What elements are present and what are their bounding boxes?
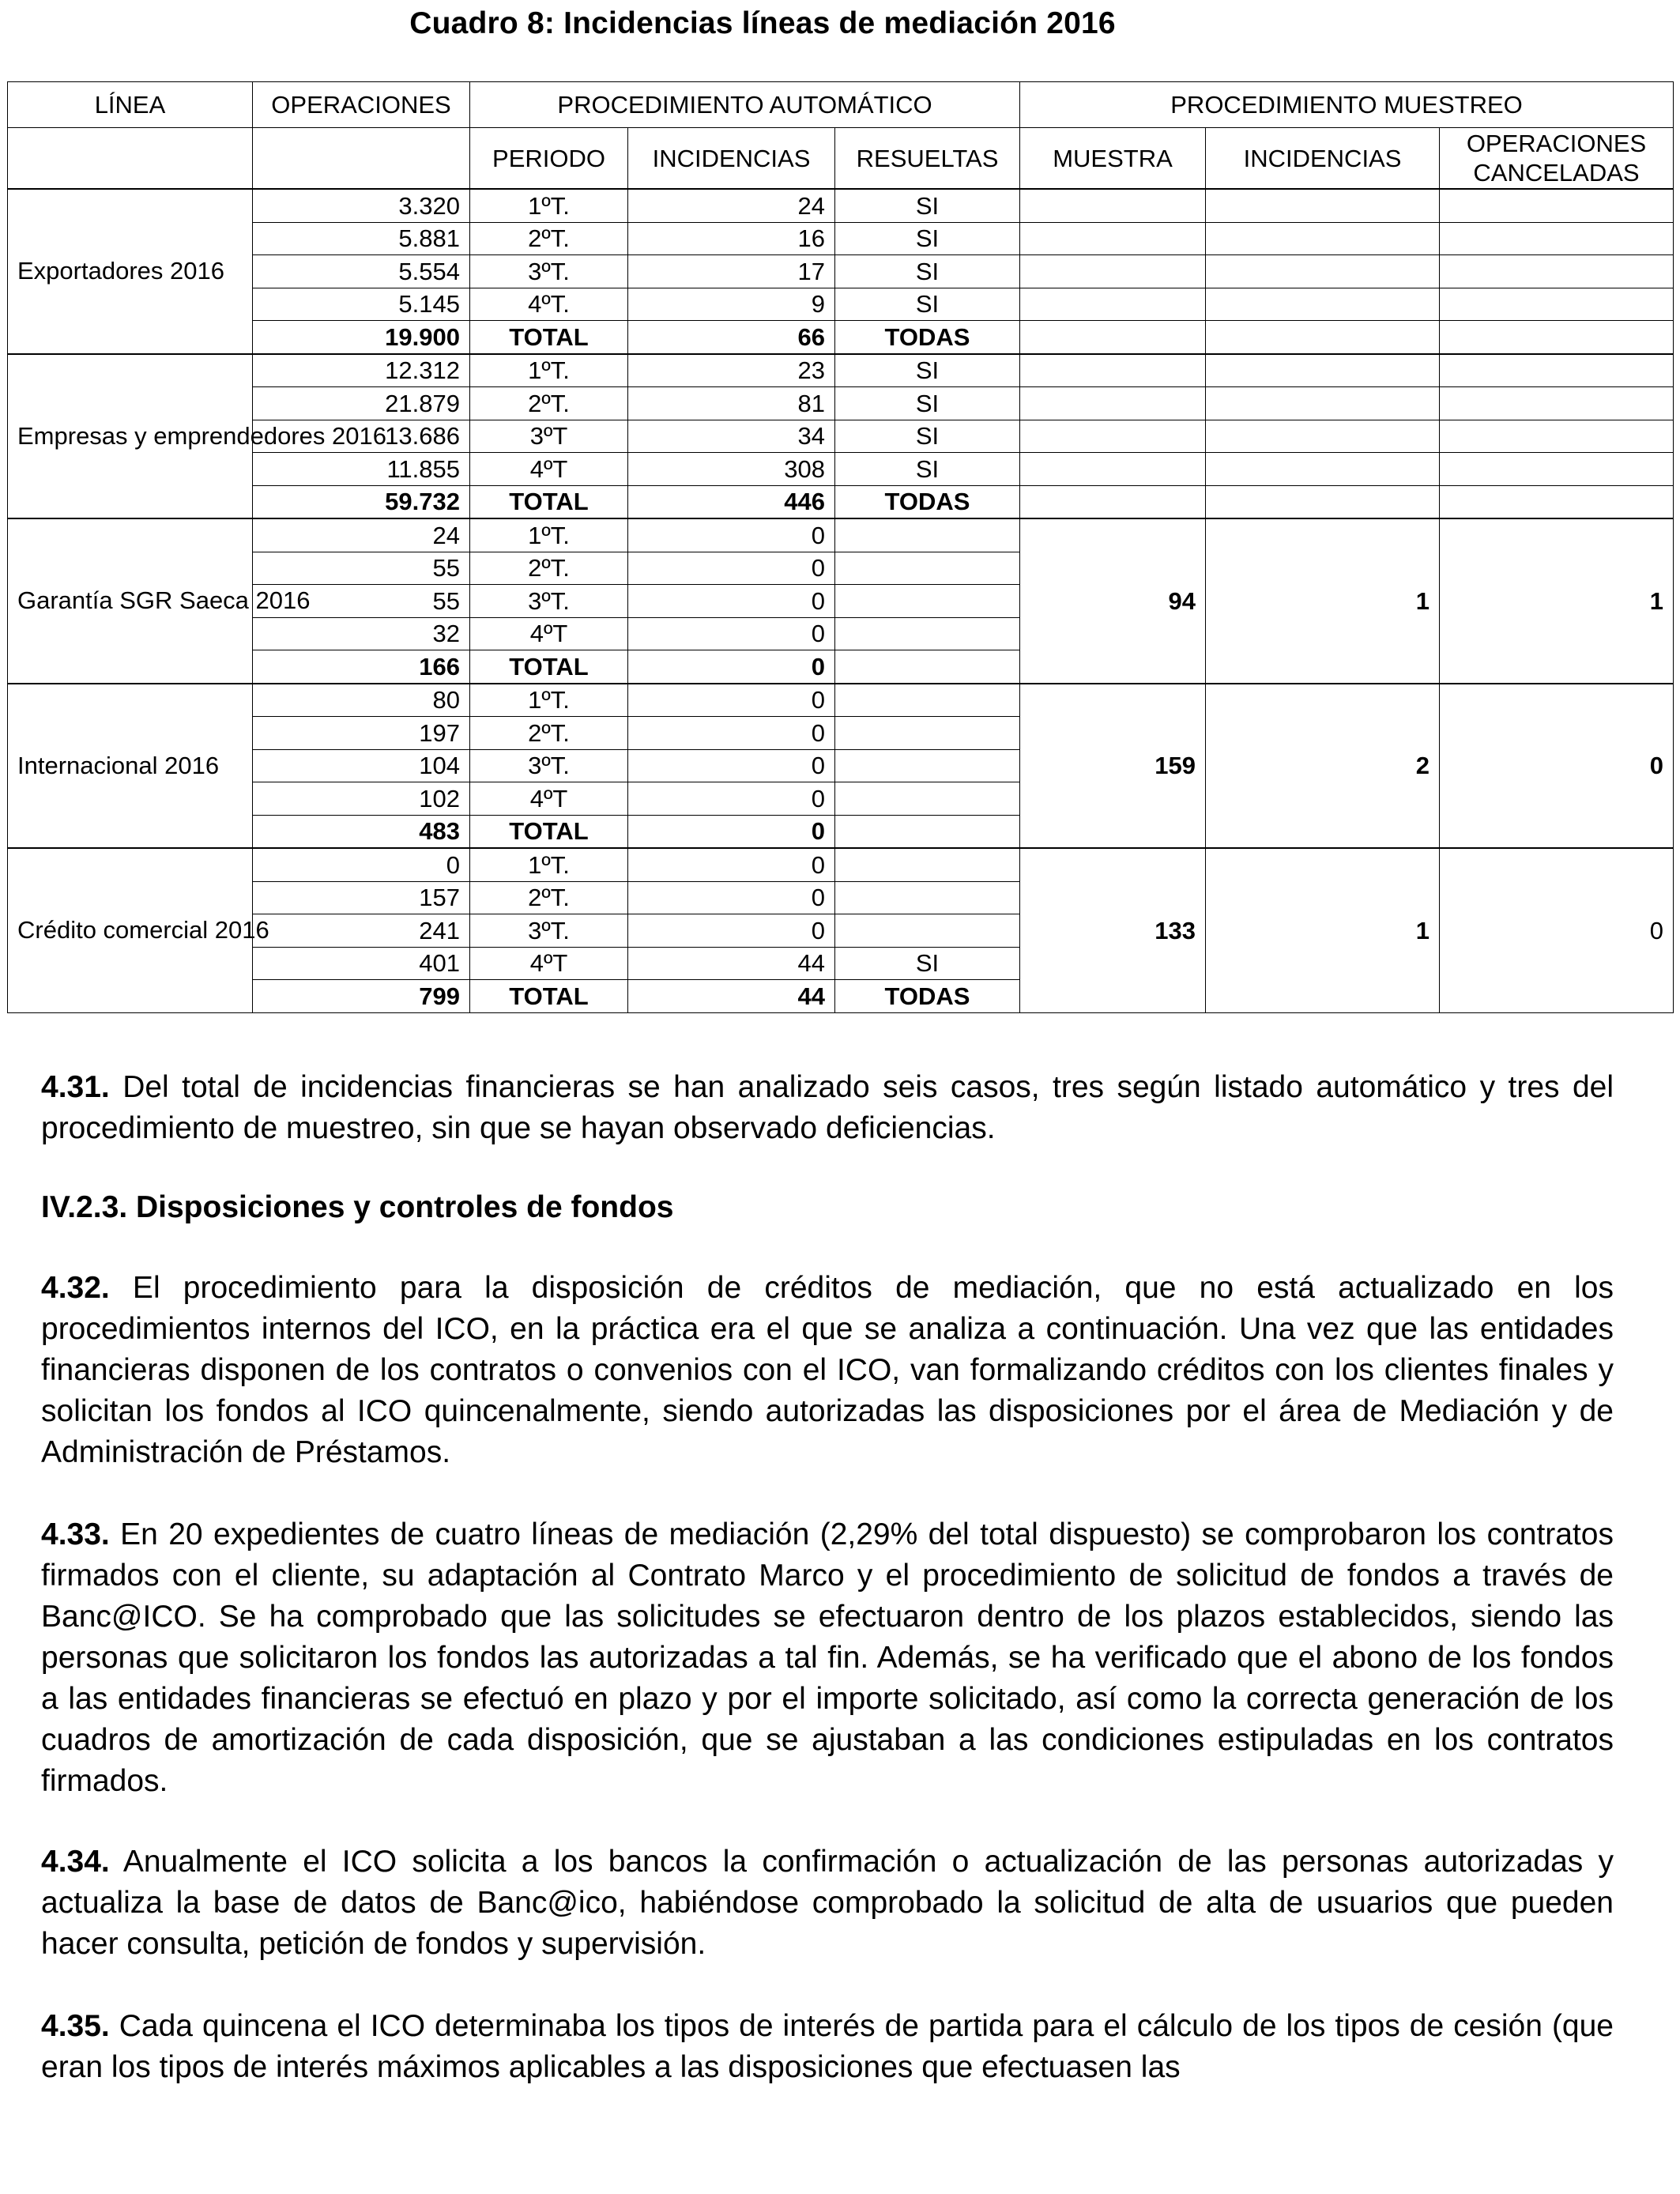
- periodo-cell: 4ºT.: [470, 288, 628, 321]
- resueltas-cell: TODAS: [835, 980, 1020, 1013]
- incidencias-cell: 0: [628, 518, 835, 552]
- operaciones-cell: 32: [253, 617, 470, 650]
- periodo-cell: 2ºT.: [470, 881, 628, 914]
- table-body: [8, 189, 1674, 1012]
- muestra-cell: [1020, 288, 1206, 321]
- table-row: [8, 518, 1674, 552]
- muestra-cell: 133: [1020, 848, 1206, 1012]
- header-canceladas-line2: CANCELADAS: [1473, 159, 1640, 187]
- incidencias-cell: 0: [628, 749, 835, 782]
- resueltas-cell: SI: [835, 947, 1020, 980]
- periodo-cell: 1ºT.: [470, 189, 628, 222]
- operaciones-cell: 102: [253, 782, 470, 816]
- incidencias-muestreo-cell: 1: [1206, 848, 1440, 1012]
- table-row: [8, 684, 1674, 717]
- linea-label: Garantía SGR Saeca 2016: [8, 518, 253, 684]
- incidencias-cell: 0: [628, 914, 835, 948]
- section-heading-iv-2-3: IV.2.3. Disposiciones y controles de fondos: [41, 1190, 674, 1224]
- resueltas-cell: [835, 684, 1020, 717]
- header-blank-2: [253, 128, 470, 190]
- operaciones-cell: 80: [253, 684, 470, 717]
- resueltas-cell: [835, 881, 1020, 914]
- resueltas-cell: [835, 552, 1020, 585]
- muestra-cell: 159: [1020, 684, 1206, 849]
- operaciones-cell: 104: [253, 749, 470, 782]
- header-blank-1: [8, 128, 253, 190]
- header-canceladas-line1: OPERACIONES: [1466, 130, 1647, 157]
- table-title: Cuadro 8: Incidencias líneas de mediación 2016: [409, 6, 1116, 40]
- periodo-cell: 3ºT.: [470, 749, 628, 782]
- resueltas-cell: [835, 914, 1020, 948]
- linea-label: Crédito comercial 2016: [8, 848, 253, 1012]
- paragraph-text: El procedimiento para la disposición de créditos de mediación, que no está actualizado en los procedimientos internos del ICO, en la práctica era el que se analiza a continuación. Una vez que las entidades financieras disponen de los contratos o convenios con el ICO, van formalizando créditos con los clientes finales y solicitan los fondos al ICO quincenalmente, siendo autorizadas las disposiciones por el área de Mediación y de Administración de Préstamos.: [41, 1271, 1614, 1469]
- incidencias-muestreo-cell: [1206, 485, 1440, 518]
- muestra-cell: [1020, 453, 1206, 486]
- muestra-cell: [1020, 485, 1206, 518]
- incidencias-cell: 23: [628, 354, 835, 387]
- resueltas-cell: SI: [835, 288, 1020, 321]
- periodo-cell: 3ºT.: [470, 914, 628, 948]
- paragraph-number: 4.34.: [41, 1845, 110, 1879]
- paragraph-text: En 20 expedientes de cuatro líneas de mediación (2,29% del total dispuesto) se comprobaron los contratos firmados con el cliente, su adaptación al Contrato Marco y el procedimiento de solicitud de fondos a través de Banc@ICO. Se ha comprobado que las solicitudes se efectuaron dentro de los plazos establecidos, siendo las personas que solicitaron los fondos las autorizadas a tal fin. Además, se ha verificado que el abono de los fondos a las entidades financieras se efectuó en plazo y por el importe solicitado, así como la correcta generación de los cuadros de amortización de cada disposición, que se ajustaban a las condiciones estipuladas en los contratos firmados.: [41, 1517, 1614, 1798]
- table-row: [8, 453, 1674, 486]
- table-row: [8, 354, 1674, 387]
- resueltas-cell: [835, 518, 1020, 552]
- paragraph-4-34: [41, 1842, 1614, 1965]
- operaciones-cell: 241: [253, 914, 470, 948]
- header-operaciones: OPERACIONES: [253, 82, 470, 128]
- paragraph-number: 4.33.: [41, 1517, 110, 1551]
- muestra-cell: [1020, 420, 1206, 453]
- incidencias-cell: 0: [628, 717, 835, 750]
- header-operaciones-canceladas: [1440, 128, 1674, 190]
- operaciones-canceladas-cell: [1440, 420, 1674, 453]
- incidencias-cell: 17: [628, 255, 835, 288]
- paragraph-4-33: [41, 1514, 1614, 1802]
- incidencias-cell: 0: [628, 684, 835, 717]
- operaciones-canceladas-cell: [1440, 485, 1674, 518]
- resueltas-cell: SI: [835, 453, 1020, 486]
- incidencias-cell: 0: [628, 782, 835, 816]
- incidencias-muestreo-cell: [1206, 453, 1440, 486]
- periodo-cell: 2ºT.: [470, 552, 628, 585]
- paragraph-number: 4.31.: [41, 1070, 110, 1104]
- resueltas-cell: TODAS: [835, 485, 1020, 518]
- operaciones-canceladas-cell: [1440, 453, 1674, 486]
- incidencias-muestreo-cell: [1206, 288, 1440, 321]
- periodo-cell: 2ºT.: [470, 387, 628, 420]
- header-linea: LÍNEA: [8, 82, 253, 128]
- operaciones-cell: 0: [253, 848, 470, 881]
- table-row: [8, 387, 1674, 420]
- muestra-cell: [1020, 189, 1206, 222]
- operaciones-cell: 12.312: [253, 354, 470, 387]
- resueltas-cell: [835, 782, 1020, 816]
- periodo-cell: TOTAL: [470, 485, 628, 518]
- operaciones-cell: 799: [253, 980, 470, 1013]
- operaciones-cell: 59.732: [253, 485, 470, 518]
- periodo-cell: TOTAL: [470, 980, 628, 1013]
- periodo-cell: 1ºT.: [470, 848, 628, 881]
- incidencias-cell: 0: [628, 815, 835, 848]
- muestra-cell: 94: [1020, 518, 1206, 684]
- operaciones-canceladas-cell: [1440, 387, 1674, 420]
- paragraph-number: 4.35.: [41, 2009, 110, 2043]
- incidencias-cell: 24: [628, 189, 835, 222]
- paragraph-text: Cada quincena el ICO determinaba los tipos de interés de partida para el cálculo de los tipos de cesión (que eran los tipos de interés máximos aplicables a las disposiciones que efectuasen las: [41, 2009, 1614, 2084]
- incidencias-muestreo-cell: [1206, 255, 1440, 288]
- resueltas-cell: SI: [835, 189, 1020, 222]
- operaciones-cell: 157: [253, 881, 470, 914]
- muestra-cell: [1020, 321, 1206, 354]
- incidencias-cell: 0: [628, 552, 835, 585]
- operaciones-cell: 19.900: [253, 321, 470, 354]
- incidencias-cell: 0: [628, 848, 835, 881]
- incidencias-muestreo-cell: [1206, 222, 1440, 255]
- resueltas-cell: TODAS: [835, 321, 1020, 354]
- incidencias-cell: 16: [628, 222, 835, 255]
- operaciones-cell: 166: [253, 650, 470, 684]
- incidencias-cell: 66: [628, 321, 835, 354]
- operaciones-cell: 3.320: [253, 189, 470, 222]
- resueltas-cell: SI: [835, 255, 1020, 288]
- periodo-cell: 2ºT.: [470, 717, 628, 750]
- muestra-cell: [1020, 255, 1206, 288]
- muestra-cell: [1020, 354, 1206, 387]
- paragraph-number: 4.32.: [41, 1271, 110, 1305]
- paragraph-4-35: [41, 2006, 1614, 2088]
- resueltas-cell: SI: [835, 354, 1020, 387]
- incidencias-muestreo-cell: [1206, 387, 1440, 420]
- periodo-cell: 4ºT: [470, 782, 628, 816]
- incidencias-cell: 0: [628, 585, 835, 618]
- paragraph-text: Anualmente el ICO solicita a los bancos la confirmación o actualización de las personas autorizadas y actualiza la base de datos de Banc@ico, habiéndose comprobado la solicitud de alta de usuarios que pueden hacer consulta, petición de fondos y supervisión.: [41, 1845, 1614, 1961]
- linea-label: Exportadores 2016: [8, 189, 253, 354]
- incidencias-cell: 44: [628, 980, 835, 1013]
- operaciones-canceladas-cell: [1440, 222, 1674, 255]
- table-row: [8, 848, 1674, 881]
- resueltas-cell: SI: [835, 387, 1020, 420]
- operaciones-cell: 24: [253, 518, 470, 552]
- operaciones-cell: 401: [253, 947, 470, 980]
- resueltas-cell: [835, 749, 1020, 782]
- operaciones-canceladas-cell: [1440, 189, 1674, 222]
- resueltas-cell: [835, 815, 1020, 848]
- operaciones-cell: 5.881: [253, 222, 470, 255]
- paragraph-text: Del total de incidencias financieras se han analizado seis casos, tres según listado automático y tres del procedimiento de muestreo, sin que se hayan observado deficiencias.: [41, 1070, 1614, 1145]
- incidencias-table: [7, 81, 1674, 1013]
- incidencias-cell: 308: [628, 453, 835, 486]
- periodo-cell: 3ºT.: [470, 255, 628, 288]
- periodo-cell: 1ºT.: [470, 684, 628, 717]
- muestra-cell: [1020, 222, 1206, 255]
- incidencias-cell: 81: [628, 387, 835, 420]
- resueltas-cell: SI: [835, 420, 1020, 453]
- table-total-row: [8, 321, 1674, 354]
- header-periodo: PERIODO: [470, 128, 628, 190]
- periodo-cell: 4ºT: [470, 453, 628, 486]
- incidencias-muestreo-cell: [1206, 420, 1440, 453]
- periodo-cell: TOTAL: [470, 815, 628, 848]
- paragraph-4-31: [41, 1067, 1614, 1149]
- incidencias-muestreo-cell: [1206, 354, 1440, 387]
- incidencias-cell: 0: [628, 617, 835, 650]
- operaciones-canceladas-cell: 1: [1440, 518, 1674, 684]
- operaciones-cell: 55: [253, 552, 470, 585]
- table-row: [8, 255, 1674, 288]
- table-row: [8, 222, 1674, 255]
- resueltas-cell: SI: [835, 222, 1020, 255]
- periodo-cell: 1ºT.: [470, 354, 628, 387]
- muestra-cell: [1020, 387, 1206, 420]
- operaciones-cell: 11.855: [253, 453, 470, 486]
- incidencias-muestreo-cell: [1206, 321, 1440, 354]
- operaciones-cell: 55: [253, 585, 470, 618]
- incidencias-muestreo-cell: [1206, 189, 1440, 222]
- paragraph-4-32: [41, 1268, 1614, 1473]
- periodo-cell: 3ºT: [470, 420, 628, 453]
- header-muestra: MUESTRA: [1020, 128, 1206, 190]
- periodo-cell: TOTAL: [470, 650, 628, 684]
- operaciones-canceladas-cell: 0: [1440, 848, 1674, 1012]
- table-total-row: [8, 485, 1674, 518]
- periodo-cell: 4ºT: [470, 617, 628, 650]
- incidencias-cell: 0: [628, 881, 835, 914]
- resueltas-cell: [835, 848, 1020, 881]
- operaciones-cell: 13.686: [253, 420, 470, 453]
- operaciones-cell: 483: [253, 815, 470, 848]
- periodo-cell: TOTAL: [470, 321, 628, 354]
- operaciones-cell: 197: [253, 717, 470, 750]
- incidencias-muestreo-cell: 2: [1206, 684, 1440, 849]
- linea-label: Empresas y emprendedores 2016: [8, 354, 253, 519]
- operaciones-canceladas-cell: 0: [1440, 684, 1674, 849]
- incidencias-cell: 446: [628, 485, 835, 518]
- incidencias-cell: 0: [628, 650, 835, 684]
- header-incidencias: INCIDENCIAS: [628, 128, 835, 190]
- operaciones-canceladas-cell: [1440, 255, 1674, 288]
- table-row: [8, 189, 1674, 222]
- incidencias-muestreo-cell: 1: [1206, 518, 1440, 684]
- table-row: [8, 288, 1674, 321]
- operaciones-cell: 5.554: [253, 255, 470, 288]
- operaciones-canceladas-cell: [1440, 288, 1674, 321]
- header-incidencias-muestreo: INCIDENCIAS: [1206, 128, 1440, 190]
- incidencias-cell: 34: [628, 420, 835, 453]
- header-procedimiento-automatico: PROCEDIMIENTO AUTOMÁTICO: [470, 82, 1020, 128]
- resueltas-cell: [835, 585, 1020, 618]
- periodo-cell: 1ºT.: [470, 518, 628, 552]
- operaciones-cell: 21.879: [253, 387, 470, 420]
- operaciones-canceladas-cell: [1440, 354, 1674, 387]
- periodo-cell: 2ºT.: [470, 222, 628, 255]
- linea-label: Internacional 2016: [8, 684, 253, 849]
- resueltas-cell: [835, 650, 1020, 684]
- header-procedimiento-muestreo: PROCEDIMIENTO MUESTREO: [1020, 82, 1674, 128]
- periodo-cell: 3ºT.: [470, 585, 628, 618]
- incidencias-cell: 9: [628, 288, 835, 321]
- operaciones-cell: 5.145: [253, 288, 470, 321]
- header-resueltas: RESUELTAS: [835, 128, 1020, 190]
- resueltas-cell: [835, 717, 1020, 750]
- periodo-cell: 4ºT: [470, 947, 628, 980]
- resueltas-cell: [835, 617, 1020, 650]
- incidencias-cell: 44: [628, 947, 835, 980]
- operaciones-canceladas-cell: [1440, 321, 1674, 354]
